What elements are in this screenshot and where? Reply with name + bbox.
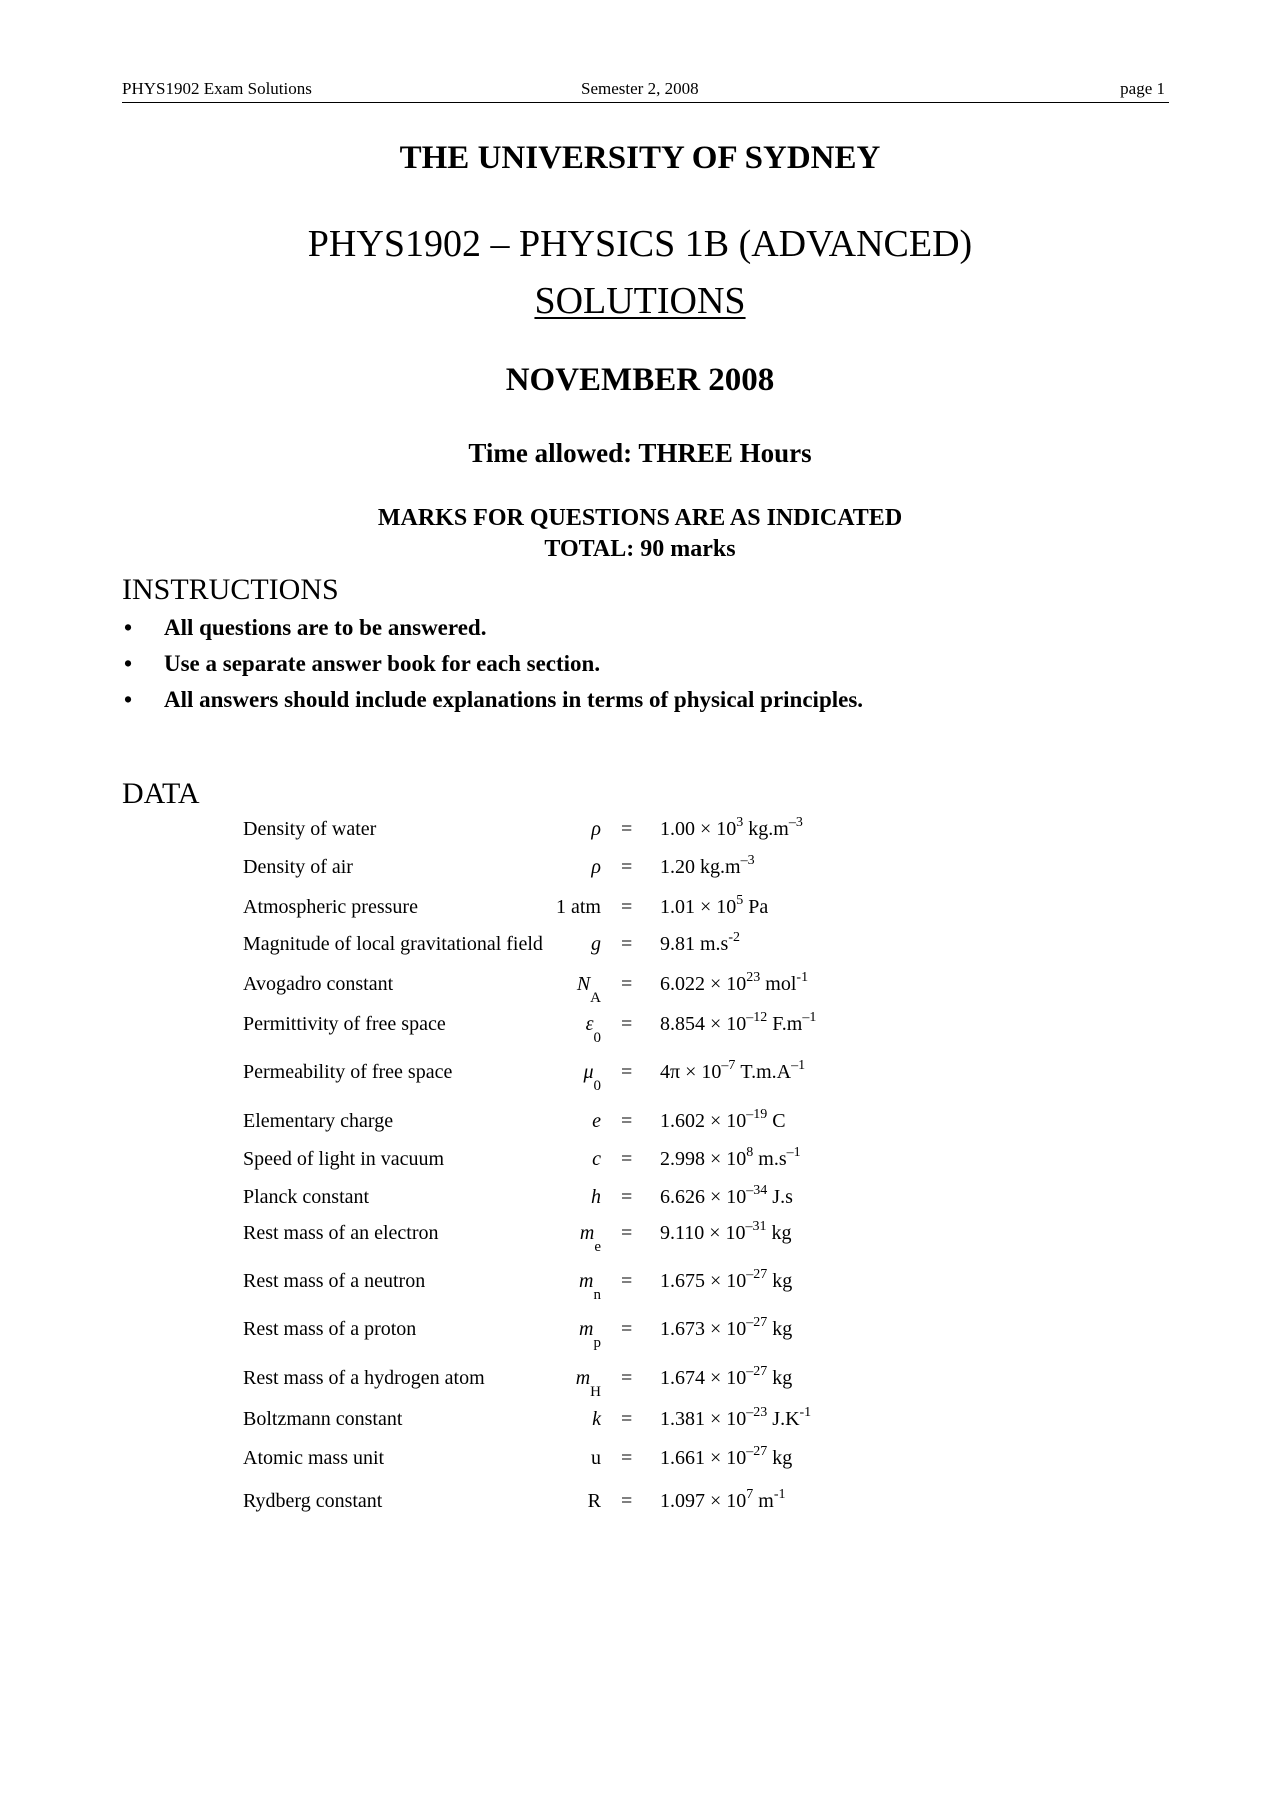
value-exponent: –34 [746,1183,768,1198]
value-mantissa: 1.01 × 10 [660,896,737,918]
equals-sign: = [621,1318,633,1340]
constant-value [660,1267,793,1293]
value-unit: kg.m [748,818,789,840]
constant-name: Rest mass of a hydrogen atom [243,1367,485,1389]
constant-name: Rest mass of a neutron [243,1270,426,1292]
instruction-text: All questions are to be answered. [164,615,487,640]
constant-value [660,1444,793,1470]
instructions-heading: INSTRUCTIONS [122,573,339,606]
symbol-subscript: A [590,990,601,1006]
value-unit: m [758,1490,774,1512]
constant-value [660,815,803,841]
equals-sign: = [621,1270,633,1292]
constant-symbol [521,933,601,956]
header-course-label: PHYS1902 Exam Solutions [122,79,312,98]
time-allowed: Time allowed: THREE Hours [468,438,812,468]
constant-value [660,1107,786,1133]
value-unit: kg [771,1222,792,1244]
value-mantissa: 6.626 × 10 [660,1186,747,1208]
value-mantissa: 1.20 [660,856,695,878]
exam-month: NOVEMBER 2008 [505,362,775,398]
equals-sign: = [621,933,633,955]
constant-symbol [521,1222,601,1255]
symbol-main: m [579,1318,594,1340]
value-exponent: –19 [746,1107,768,1122]
constant-name: Density of water [243,818,377,840]
value-unit: kg [772,1447,793,1469]
constant-value [660,893,769,919]
marks-note: MARKS FOR QUESTIONS ARE AS INDICATED [377,505,903,531]
symbol-main: ρ [591,856,601,878]
unit-exponent: –1 [791,1058,806,1073]
constant-row [243,970,843,1006]
unit-exponent: –3 [788,815,803,830]
value-unit: m.s [700,933,729,955]
constant-row [243,1487,843,1512]
symbol-main: ρ [591,818,601,840]
constant-symbol [521,1061,601,1094]
constant-value [660,1219,792,1245]
symbol-main: c [592,1148,601,1170]
bullet-icon: • [124,687,133,712]
equals-sign: = [621,973,633,995]
constant-name: Rest mass of a proton [243,1318,417,1340]
value-exponent: –27 [746,1267,768,1282]
constant-symbol [521,896,601,919]
constant-value [660,1364,793,1390]
value-mantissa: 9.81 [660,933,695,955]
constant-symbol [521,1148,601,1171]
value-unit: kg.m [700,856,741,878]
constant-value [660,1405,812,1431]
constant-name: Density of air [243,856,353,878]
value-mantissa: 9.110 × 10 [660,1222,746,1244]
unit-exponent: -1 [796,970,809,985]
symbol-subscript: 0 [593,1078,601,1094]
value-unit: J.s [772,1186,793,1208]
total-marks: TOTAL: 90 marks [544,536,736,562]
constant-name: Magnitude of local gravitational field [243,933,543,955]
constant-value [660,1058,806,1084]
instruction-item [122,651,863,687]
equals-sign: = [621,1408,633,1430]
constant-symbol [521,1447,601,1470]
unit-exponent: -1 [773,1487,786,1502]
constant-value [660,1183,793,1209]
equals-sign: = [621,818,633,840]
bullet-icon: • [124,651,133,676]
symbol-subscript: e [594,1239,601,1255]
value-mantissa: 1.674 × 10 [660,1367,747,1389]
constant-row [243,1010,843,1046]
header-semester-label: Semester 2, 2008 [581,79,699,98]
instruction-text: Use a separate answer book for each section. [164,651,601,676]
value-mantissa: 8.854 × 10 [660,1013,747,1035]
symbol-main: N [576,973,591,995]
value-mantissa: 1.675 × 10 [660,1270,747,1292]
value-unit: m.s [758,1148,787,1170]
value-mantissa: 1.381 × 10 [660,1408,747,1430]
equals-sign: = [621,1222,633,1244]
constant-value [660,1315,793,1341]
value-unit: kg [772,1318,793,1340]
value-unit: kg [772,1367,793,1389]
constant-row [243,1315,843,1351]
constant-row [243,1183,843,1208]
constant-symbol [521,973,601,1006]
equals-sign: = [621,1186,633,1208]
constant-value [660,1010,817,1036]
constant-row [243,1267,843,1303]
constant-symbol [521,1186,601,1209]
value-exponent: –27 [746,1444,768,1459]
constant-value [660,1145,801,1171]
page-header [122,76,1169,103]
constant-name: Rydberg constant [243,1490,383,1512]
equals-sign: = [621,1110,633,1132]
constant-value [660,930,741,956]
value-exponent: –31 [745,1219,767,1234]
constant-value [660,1487,786,1513]
constant-name: Atmospheric pressure [243,896,418,918]
value-exponent: –7 [721,1058,736,1073]
value-unit: kg [772,1270,793,1292]
university-title: THE UNIVERSITY OF SYDNEY [399,140,881,176]
value-exponent: 5 [736,893,744,908]
constant-name: Rest mass of an electron [243,1222,439,1244]
value-mantissa: 2.998 × 10 [660,1148,747,1170]
unit-exponent: –1 [802,1010,817,1025]
value-unit: mol [765,973,797,995]
constant-row [243,930,843,955]
value-exponent: –12 [746,1010,768,1025]
solutions-title: SOLUTIONS [534,280,746,322]
value-mantissa: 1.661 × 10 [660,1447,747,1469]
symbol-subscript: 0 [593,1030,601,1046]
symbol-main: u [591,1447,601,1469]
constant-symbol [521,818,601,841]
unit-exponent: –1 [786,1145,801,1160]
constant-name: Avogadro constant [243,973,394,995]
value-exponent: 23 [746,970,761,985]
constant-symbol [521,1408,601,1431]
constant-row [243,815,843,840]
equals-sign: = [621,1447,633,1469]
value-unit: T.m.A [740,1061,792,1083]
constant-value [660,970,809,996]
constant-name: Speed of light in vacuum [243,1148,445,1170]
value-unit: Pa [748,896,769,918]
constant-name: Planck constant [243,1186,370,1208]
symbol-main: m [575,1367,591,1389]
value-mantissa: 1.673 × 10 [660,1318,747,1340]
value-exponent: 8 [746,1145,754,1160]
value-unit: J.K [772,1408,800,1430]
constant-row [243,1364,843,1400]
equals-sign: = [621,1013,633,1035]
constant-symbol [521,1270,601,1303]
equals-sign: = [621,1367,633,1389]
value-mantissa: 1.097 × 10 [660,1490,747,1512]
symbol-main: g [591,933,601,955]
constant-symbol [521,1318,601,1351]
constant-row [243,1107,843,1132]
constant-row [243,1145,843,1170]
instructions-list [122,615,863,723]
symbol-subscript: p [593,1335,601,1351]
constant-row [243,1405,843,1430]
unit-exponent: -2 [728,930,741,945]
constant-row [243,1219,843,1255]
unit-exponent: -1 [799,1405,812,1420]
constant-symbol [521,1490,601,1513]
value-mantissa: 1.602 × 10 [660,1110,747,1132]
constant-name: Atomic mass unit [243,1447,385,1469]
equals-sign: = [621,1148,633,1170]
symbol-main: m [579,1222,595,1244]
constant-row [243,1444,843,1469]
constant-symbol [521,1367,601,1400]
unit-exponent: –3 [740,853,755,868]
value-exponent: –27 [746,1364,768,1379]
value-unit: F.m [772,1013,803,1035]
symbol-main: ε [585,1013,594,1035]
value-exponent: 3 [736,815,744,830]
course-title: PHYS1902 – PHYSICS 1B (ADVANCED) [307,223,973,265]
equals-sign: = [621,856,633,878]
symbol-main: 1 atm [556,896,601,918]
constant-symbol [521,1013,601,1046]
data-heading: DATA [122,777,200,810]
constant-name: Elementary charge [243,1110,394,1132]
instruction-item [122,687,863,723]
constant-symbol [521,1110,601,1133]
equals-sign: = [621,1490,633,1512]
instruction-item [122,615,863,651]
symbol-subscript: n [593,1287,601,1303]
constant-name: Boltzmann constant [243,1408,403,1430]
bullet-icon: • [124,615,133,640]
symbol-subscript: H [590,1384,601,1400]
constant-row [243,893,843,918]
symbol-main: μ [583,1061,594,1083]
symbol-main: e [592,1110,601,1132]
symbol-main: m [579,1270,594,1292]
symbol-main: h [591,1186,601,1208]
constant-row [243,853,843,878]
constant-row [243,1058,843,1094]
constant-value [660,853,755,879]
equals-sign: = [621,1061,633,1083]
value-exponent: –23 [746,1405,768,1420]
instruction-text: All answers should include explanations in terms of physical principles. [164,687,864,712]
value-mantissa: 1.00 × 10 [660,818,737,840]
value-unit: C [772,1110,786,1132]
value-mantissa: 6.022 × 10 [660,973,747,995]
constant-symbol [521,856,601,879]
symbol-main: k [592,1408,601,1430]
constant-name: Permeability of free space [243,1061,453,1083]
constant-name: Permittivity of free space [243,1013,446,1035]
header-page-number: page 1 [1120,79,1165,98]
equals-sign: = [621,896,633,918]
symbol-main: R [587,1490,601,1512]
value-mantissa: 4π × 10 [660,1061,722,1083]
value-exponent: –27 [746,1315,768,1330]
value-exponent: 7 [746,1487,754,1502]
